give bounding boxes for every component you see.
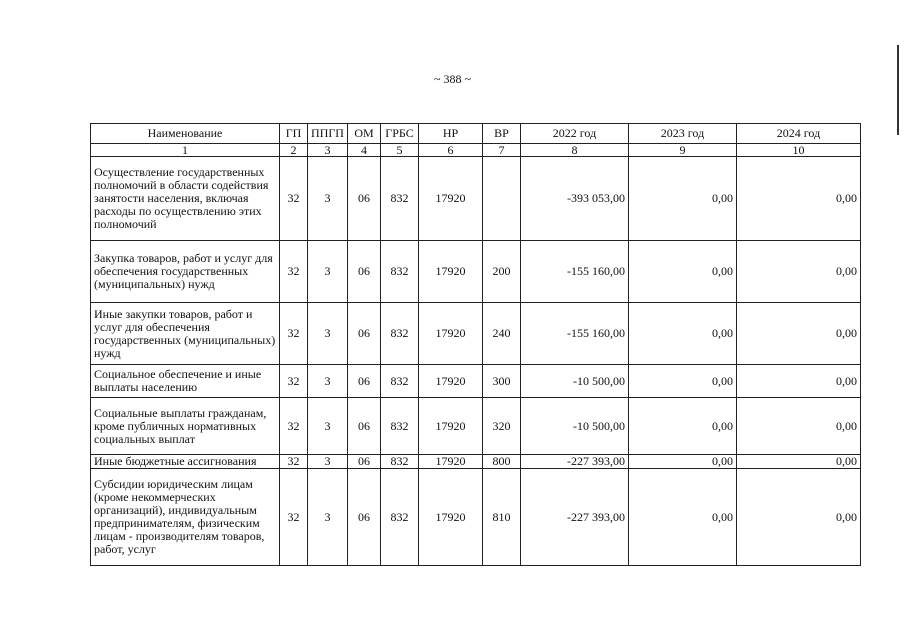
column-number-row (91, 144, 861, 157)
row-vr (483, 157, 521, 241)
row-name: Иные закупки товаров, работ и услуг для обеспечения государственных (муниципальных) нужд (91, 303, 280, 365)
row-grbs: 832 (381, 241, 419, 303)
row-gp: 32 (280, 303, 308, 365)
header-nr: НР (419, 124, 483, 144)
row-om: 06 (348, 455, 381, 469)
table-row (91, 398, 861, 455)
row-amount-2024: 0,00 (737, 469, 861, 566)
column-number: 8 (521, 144, 629, 157)
header-gp: ГП (280, 124, 308, 144)
header-grbs: ГРБС (381, 124, 419, 144)
row-nr: 17920 (419, 469, 483, 566)
row-om: 06 (348, 469, 381, 566)
row-amount-2023: 0,00 (629, 157, 737, 241)
row-ppgp: 3 (308, 241, 348, 303)
row-amount-2024: 0,00 (737, 455, 861, 469)
row-om: 06 (348, 303, 381, 365)
table-row (91, 241, 861, 303)
budget-table (90, 123, 861, 566)
row-vr: 800 (483, 455, 521, 469)
row-gp: 32 (280, 241, 308, 303)
header-2022: 2022 год (521, 124, 629, 144)
header-ppgp: ППГП (308, 124, 348, 144)
header-2023: 2023 год (629, 124, 737, 144)
row-vr: 320 (483, 398, 521, 455)
row-om: 06 (348, 157, 381, 241)
row-name: Субсидии юридическим лицам (кроме некоммерческих организаций), индивидуальным предпринимателям, физическим лицам - производителям товаров, работ, услуг (91, 469, 280, 566)
row-om: 06 (348, 365, 381, 398)
row-nr: 17920 (419, 398, 483, 455)
row-amount-2023: 0,00 (629, 398, 737, 455)
row-amount-2022: -10 500,00 (521, 398, 629, 455)
row-amount-2024: 0,00 (737, 157, 861, 241)
column-number: 1 (91, 144, 280, 157)
row-ppgp: 3 (308, 398, 348, 455)
row-gp: 32 (280, 365, 308, 398)
row-name: Иные бюджетные ассигнования (91, 455, 280, 469)
row-amount-2022: -227 393,00 (521, 469, 629, 566)
row-amount-2023: 0,00 (629, 365, 737, 398)
row-name: Социальные выплаты гражданам, кроме публичных нормативных социальных выплат (91, 398, 280, 455)
row-amount-2022: -155 160,00 (521, 303, 629, 365)
row-nr: 17920 (419, 241, 483, 303)
row-nr: 17920 (419, 365, 483, 398)
header-row (91, 124, 861, 144)
table-row (91, 157, 861, 241)
row-amount-2024: 0,00 (737, 398, 861, 455)
row-name: Осуществление государственных полномочий в области содействия занятости населения, включая расходы по осуществлению этих полномочий (91, 157, 280, 241)
header-name: Наименование (91, 124, 280, 144)
row-amount-2022: -393 053,00 (521, 157, 629, 241)
row-grbs: 832 (381, 398, 419, 455)
page-number: ~ 388 ~ (434, 72, 471, 86)
row-nr: 17920 (419, 455, 483, 469)
row-amount-2024: 0,00 (737, 365, 861, 398)
row-amount-2024: 0,00 (737, 303, 861, 365)
column-number: 7 (483, 144, 521, 157)
column-number: 2 (280, 144, 308, 157)
row-nr: 17920 (419, 303, 483, 365)
row-name: Социальное обеспечение и иные выплаты населению (91, 365, 280, 398)
row-om: 06 (348, 398, 381, 455)
column-number: 4 (348, 144, 381, 157)
table-row (91, 303, 861, 365)
row-grbs: 832 (381, 303, 419, 365)
row-amount-2023: 0,00 (629, 303, 737, 365)
table-row (91, 469, 861, 566)
row-vr: 240 (483, 303, 521, 365)
column-number: 3 (308, 144, 348, 157)
row-name: Закупка товаров, работ и услуг для обеспечения государственных (муниципальных) нужд (91, 241, 280, 303)
row-nr: 17920 (419, 157, 483, 241)
header-vr: ВР (483, 124, 521, 144)
table-row (91, 365, 861, 398)
row-grbs: 832 (381, 455, 419, 469)
row-amount-2022: -10 500,00 (521, 365, 629, 398)
row-ppgp: 3 (308, 157, 348, 241)
row-amount-2022: -227 393,00 (521, 455, 629, 469)
row-grbs: 832 (381, 365, 419, 398)
scan-edge-line (897, 45, 899, 135)
row-ppgp: 3 (308, 365, 348, 398)
column-number: 6 (419, 144, 483, 157)
header-2024: 2024 год (737, 124, 861, 144)
row-grbs: 832 (381, 157, 419, 241)
row-amount-2023: 0,00 (629, 469, 737, 566)
row-vr: 300 (483, 365, 521, 398)
column-number: 10 (737, 144, 861, 157)
row-amount-2022: -155 160,00 (521, 241, 629, 303)
row-om: 06 (348, 241, 381, 303)
row-amount-2023: 0,00 (629, 241, 737, 303)
row-ppgp: 3 (308, 303, 348, 365)
row-vr: 200 (483, 241, 521, 303)
row-ppgp: 3 (308, 455, 348, 469)
row-amount-2023: 0,00 (629, 455, 737, 469)
row-grbs: 832 (381, 469, 419, 566)
row-vr: 810 (483, 469, 521, 566)
table-row (91, 455, 861, 469)
column-number: 5 (381, 144, 419, 157)
table-body (91, 157, 861, 566)
header-om: ОМ (348, 124, 381, 144)
row-gp: 32 (280, 469, 308, 566)
column-number: 9 (629, 144, 737, 157)
row-gp: 32 (280, 398, 308, 455)
row-gp: 32 (280, 455, 308, 469)
row-amount-2024: 0,00 (737, 241, 861, 303)
row-ppgp: 3 (308, 469, 348, 566)
row-gp: 32 (280, 157, 308, 241)
